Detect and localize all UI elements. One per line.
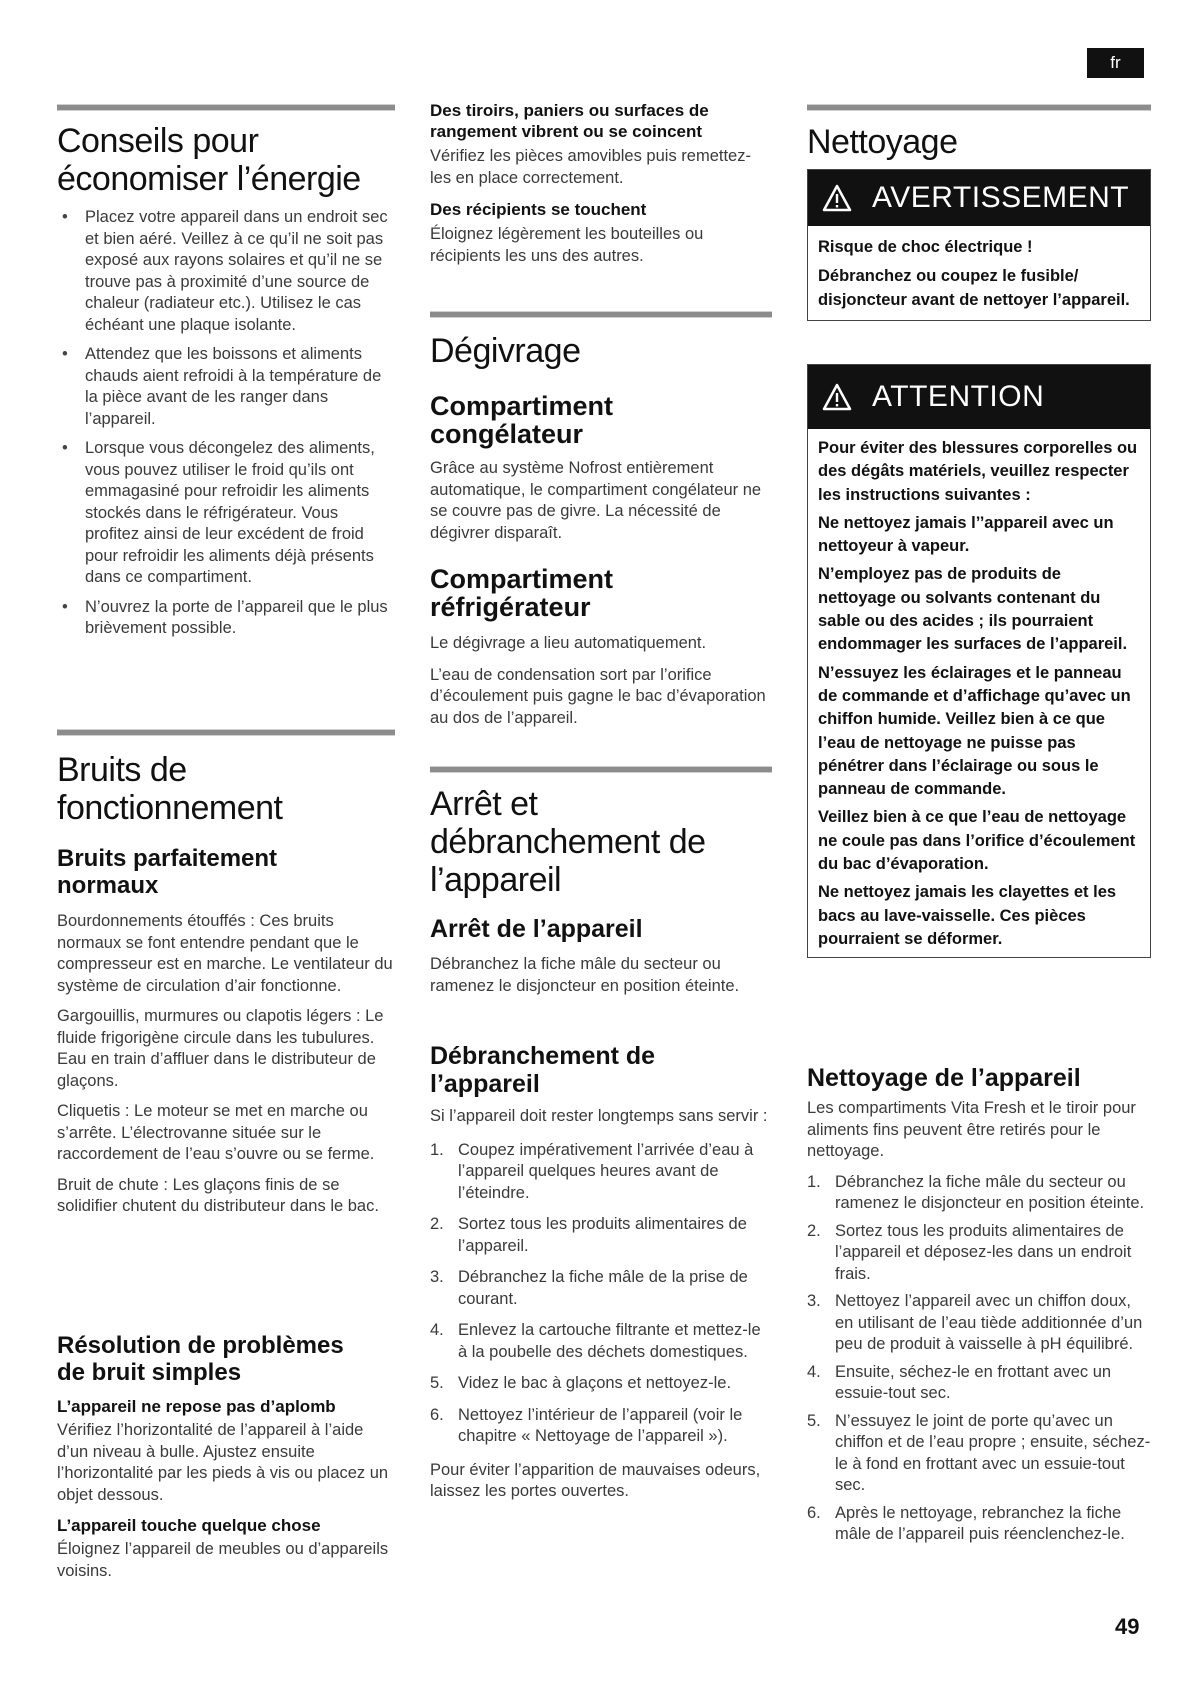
debranchement-title-line1: Débranchement de: [430, 1042, 656, 1070]
section-rule: [807, 104, 1151, 111]
step-text: Nettoyez l’appareil avec un chiffon doux, en utilisant de l’eau tiède additionnée d’un peu de produit à vaisselle à pH équilibré.: [835, 1292, 1143, 1353]
subheading: Des récipients se touchent: [430, 200, 647, 219]
freezer-title-line1: Compartiment: [430, 391, 614, 421]
attention-text: N’essuyez les éclairages et le panneau de commande et d’affichage qu’avec un chiffon humide. Veillez bien à ce que l’eau de nettoyage ne puisse pas pénétrer dans l’éclairage ou sous le panneau de commande.: [818, 663, 1131, 799]
warning-text: Risque de choc électrique !: [818, 238, 1033, 256]
warning-header: [808, 170, 1150, 226]
normal-noise-text: [57, 911, 395, 1218]
paragraph: Éloignez légèrement les bouteilles ou récipients les uns des autres.: [430, 225, 704, 265]
warning-label: AVERTISSEMENT: [872, 181, 1130, 214]
step-item: [807, 1362, 1151, 1405]
step-text: Videz le bac à glaçons et nettoyez-le.: [458, 1374, 732, 1392]
paragraph: Gargouillis, murmures ou clapotis légers : Le fluide frigorigène circule dans les tubulures. Eau en train d’affluer dans le distributeur de glaçons.: [57, 1007, 384, 1090]
step-text: Enlevez la cartouche filtrante et mettez-le à la poubelle des déchets domestiques.: [458, 1321, 761, 1361]
arret-text: Débranchez la fiche mâle du secteur ou ramenez le disjoncteur en position éteinte.: [430, 955, 740, 995]
normal-noise-title: [57, 845, 397, 899]
energy-title: [57, 122, 397, 198]
step-text: Ensuite, séchez-le en frottant avec un essuie-tout sec.: [835, 1362, 1112, 1402]
attention-text: Pour éviter des blessures corporelles ou des dégâts matériels, veuillez respecter les instructions suivantes :: [818, 439, 1138, 504]
fridge-text: [430, 633, 770, 729]
step-number: 1.: [430, 1140, 444, 1159]
step-number: 5.: [807, 1411, 821, 1430]
attention-box: [807, 364, 1151, 958]
step-text: N’essuyez le joint de porte qu’avec un chiffon et de l’eau propre ; ensuite, séchez-le à fond en frottant avec un essuie-tout sec.: [835, 1411, 1151, 1494]
step-number: 2.: [807, 1221, 821, 1240]
warning-box: [807, 169, 1151, 321]
paragraph: Vérifiez l’horizontalité de l’appareil à l’aide d’un niveau à bulle. Ajustez ensuite l’horizontalité par les pieds à vis ou placez un objet dessous.: [57, 1421, 389, 1504]
paragraph: Vérifiez les pièces amovibles puis remettez-les en place correctement.: [430, 147, 751, 187]
step-text: Sortez tous les produits alimentaires de l’appareil et déposez-les dans un endroit frais.: [835, 1221, 1132, 1283]
step-item: [807, 1221, 1151, 1286]
paragraph: Si l’appareil doit rester longtemps sans servir :: [430, 1107, 768, 1125]
step-number: 4.: [807, 1362, 821, 1381]
step-number: 4.: [430, 1321, 444, 1339]
warning-triangle-icon: [822, 183, 852, 213]
debranchement-steps: [430, 1140, 770, 1448]
nettoyage-title: Nettoyage: [807, 123, 958, 161]
section-rule: [430, 311, 772, 318]
step-number: 1.: [807, 1172, 821, 1191]
vibration-section: [430, 100, 770, 267]
step-item: [807, 1172, 1151, 1215]
noise-title: [57, 751, 397, 827]
resolution-title: [57, 1332, 397, 1386]
step-item: [430, 1214, 770, 1257]
degivrage-title: Dégivrage: [430, 332, 581, 370]
fridge-title: [430, 565, 770, 621]
arret-title-line2: débranchement de: [430, 823, 706, 861]
paragraph: Le dégivrage a lieu automatiquement.: [430, 634, 707, 652]
resolution-title-line1: Résolution de problèmes: [57, 1332, 344, 1359]
step-item: [430, 1140, 770, 1205]
step-number: 6.: [430, 1405, 444, 1424]
normal-noise-title-line2: normaux: [57, 872, 159, 899]
arret-subtitle: Arrêt de l’appareil: [430, 915, 643, 943]
paragraph: L’eau de condensation sort par l’orifice d’écoulement puis gagne le bac d’évaporation au dos de l’appareil.: [430, 665, 766, 727]
energy-tip: • Placez votre appareil dans un endroit sec et bien aéré. Veillez à ce qu’il ne soit pas exposé aux rayons solaires et qu’il ne se trouve pas à proximité d’une source de chaleur (radiateur etc.). Utilisez le cas échéant une plaque isolante.: [57, 207, 395, 336]
step-number: 6.: [807, 1503, 821, 1522]
arret-title: [430, 785, 772, 899]
step-number: 5.: [430, 1374, 444, 1392]
warning-body: [808, 226, 1150, 320]
paragraph: Les compartiments Vita Fresh et le tiroir pour aliments fins peuvent être retirés pour le nettoyage.: [807, 1099, 1136, 1160]
paragraph: Pour éviter l’apparition de mauvaises odeurs, laissez les portes ouvertes.: [430, 1460, 761, 1500]
nettoyage-steps: [807, 1172, 1151, 1546]
step-item: [430, 1320, 770, 1363]
arret-title-line3: l’appareil: [430, 861, 562, 899]
subheading: Des tiroirs, paniers ou surfaces de rangement vibrent ou se coincent: [430, 101, 709, 141]
attention-text: Veillez bien à ce que l’eau de nettoyage ne coule pas dans l’orifice d’écoulement du bac d’évaporation.: [818, 808, 1136, 874]
section-rule: [57, 104, 395, 111]
paragraph: Bruit de chute : Les glaçons finis de se solidifier chutent du distributeur dans le bac.: [57, 1175, 379, 1215]
step-number: 2.: [430, 1215, 444, 1233]
step-item: [807, 1503, 1151, 1546]
noise-title-line1: Bruits de: [57, 751, 187, 789]
step-item: [807, 1411, 1151, 1497]
step-item: [430, 1405, 770, 1448]
paragraph: Bourdonnements étouffés : Ces bruits normaux se font entendre pendant que le compresseur est en marche. Le ventilateur du système de circulation d’air fonctionne.: [57, 912, 393, 995]
step-item: [430, 1267, 770, 1310]
step-item: [430, 1373, 770, 1395]
net-app-title: Nettoyage de l’appareil: [807, 1064, 1081, 1092]
freezer-title-line2: congélateur: [430, 419, 584, 449]
step-text: Débranchez la fiche mâle de la prise de courant.: [458, 1268, 748, 1308]
freezer-text: Grâce au système Nofrost entièrement automatique, le compartiment congélateur ne se couvre pas de givre. La nécessité de dégivrer disparaît.: [430, 459, 762, 542]
warning-triangle-icon: [822, 382, 852, 412]
step-number: 3.: [807, 1292, 821, 1310]
energy-title-line2: économiser l’énergie: [57, 160, 361, 198]
paragraph: Cliquetis : Le moteur se met en marche ou s’arrête. L’électrovanne située sur le raccordement de l’eau s’ouvre ou se ferme.: [57, 1102, 375, 1163]
fridge-title-line1: Compartiment: [430, 564, 614, 594]
step-text: Après le nettoyage, rebranchez la fiche mâle de l’appareil puis réenclenchez-le.: [835, 1503, 1125, 1543]
energy-tip: • Attendez que les boissons et aliments chauds aient refroidi à la température de la pièce avant de les ranger dans l’appareil.: [57, 344, 395, 430]
step-text: Débranchez la fiche mâle du secteur ou ramenez le disjoncteur en position éteinte.: [835, 1172, 1145, 1212]
resolution-section: [57, 1396, 395, 1582]
noise-title-line2: fonctionnement: [57, 789, 283, 827]
attention-text: Ne nettoyez jamais l’’appareil avec un nettoyeur à vapeur.: [818, 513, 1114, 556]
attention-header: [808, 365, 1150, 429]
debranchement-title: [430, 1042, 770, 1098]
normal-noise-title-line1: Bruits parfaitement: [57, 845, 278, 872]
subheading: L’appareil ne repose pas d’aplomb: [57, 1397, 336, 1416]
attention-label: ATTENTION: [872, 380, 1045, 413]
step-item: [807, 1291, 1151, 1356]
energy-tip: • Lorsque vous décongelez des aliments, vous pouvez utiliser le froid qu’ils ont emmagasiné pour refroidir les aliments stockés dans le réfrigérateur. Vous profitez ainsi de leur excédent de froid pour refroidir les aliments déjà présents dans ce compartiment.: [57, 438, 395, 589]
resolution-title-line2: de bruit simples: [57, 1359, 242, 1386]
net-app-section: [807, 1098, 1151, 1546]
section-rule: [57, 729, 395, 736]
warning-text: Débranchez ou coupez le fusible/ disjoncteur avant de nettoyer l’appareil.: [818, 267, 1130, 309]
page-number: 49: [1115, 1614, 1140, 1639]
language-tag: fr: [1087, 48, 1144, 78]
step-number: 3.: [430, 1268, 444, 1286]
step-text: Nettoyez l’intérieur de l’appareil (voir le chapitre « Nettoyage de l’appareil »).: [458, 1405, 743, 1445]
energy-tip: • N’ouvrez la porte de l’appareil que le plus brièvement possible.: [57, 597, 395, 640]
energy-title-line1: Conseils pour: [57, 122, 259, 160]
fridge-title-line2: réfrigérateur: [430, 592, 591, 622]
attention-text: Ne nettoyez jamais les clayettes et les bacs au lave-vaisselle. Ces pièces pourraient se déformer.: [818, 883, 1117, 948]
energy-tips-list: [57, 207, 395, 640]
paragraph: Éloignez l’appareil de meubles ou d’appareils voisins.: [57, 1540, 389, 1580]
section-rule: [430, 766, 772, 773]
freezer-title: [430, 392, 770, 448]
attention-body: [808, 429, 1150, 957]
step-text: Coupez impérativement l’arrivée d’eau à l’appareil quelques heures avant de l’éteindre.: [458, 1140, 754, 1202]
debranchement-section: [430, 1106, 770, 1503]
step-text: Sortez tous les produits alimentaires de l’appareil.: [458, 1215, 747, 1255]
debranchement-title-line2: l’appareil: [430, 1070, 540, 1098]
attention-text: N’employez pas de produits de nettoyage ou solvants contenant du sable ou des acides ; ils pourraient endommager les surfaces de l’appareil.: [818, 565, 1128, 654]
arret-title-line1: Arrêt et: [430, 785, 538, 823]
subheading: L’appareil touche quelque chose: [57, 1516, 321, 1535]
